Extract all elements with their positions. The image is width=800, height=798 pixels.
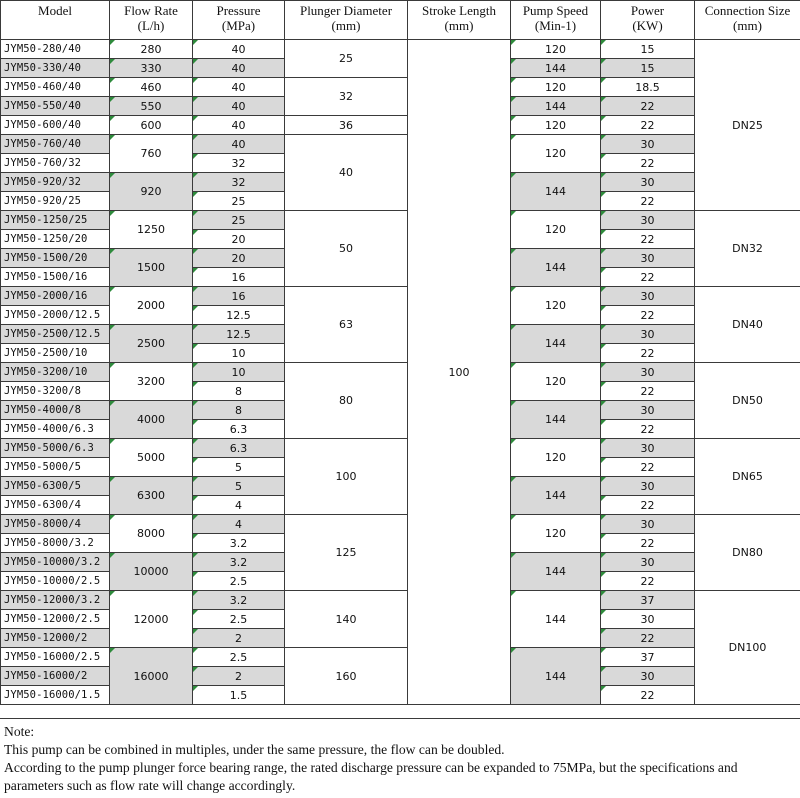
plunger-diameter-cell: 100: [285, 439, 408, 515]
power-cell: 22: [601, 116, 695, 135]
connection-size-cell: DN50: [695, 363, 800, 439]
pump-speed-cell: 120: [511, 287, 601, 325]
model-cell: JYM50-6300/5: [1, 477, 110, 496]
pump-speed-cell: 144: [511, 401, 601, 439]
pressure-cell: 32: [193, 154, 285, 173]
flow-rate-cell: 1250: [110, 211, 193, 249]
table-row: [1, 211, 800, 230]
table-row: [1, 363, 800, 382]
pressure-cell: 40: [193, 116, 285, 135]
stroke-length-cell: 100: [408, 40, 511, 705]
plunger-diameter-cell: 25: [285, 40, 408, 78]
model-cell: JYM50-330/40: [1, 59, 110, 78]
model-cell: JYM50-1500/20: [1, 249, 110, 268]
table-row: [1, 78, 800, 97]
table-row: [1, 287, 800, 306]
pump-speed-cell: 144: [511, 477, 601, 515]
pressure-cell: 40: [193, 97, 285, 116]
plunger-diameter-cell: 125: [285, 515, 408, 591]
pressure-cell: 32: [193, 173, 285, 192]
flow-rate-cell: 6300: [110, 477, 193, 515]
model-cell: JYM50-8000/3.2: [1, 534, 110, 553]
pressure-cell: 12.5: [193, 325, 285, 344]
flow-rate-cell: 280: [110, 40, 193, 59]
power-cell: 30: [601, 135, 695, 154]
pressure-cell: 2: [193, 667, 285, 686]
plunger-diameter-cell: 36: [285, 116, 408, 135]
plunger-diameter-cell: 160: [285, 648, 408, 705]
table-row: [1, 439, 800, 458]
plunger-diameter-cell: 50: [285, 211, 408, 287]
header-unit: (Min-1): [534, 18, 577, 33]
flow-rate-cell: 16000: [110, 648, 193, 705]
plunger-diameter-cell: 140: [285, 591, 408, 648]
pressure-cell: 6.3: [193, 439, 285, 458]
power-cell: 22: [601, 306, 695, 325]
model-cell: JYM50-920/32: [1, 173, 110, 192]
power-cell: 30: [601, 249, 695, 268]
pressure-cell: 2: [193, 629, 285, 648]
connection-size-cell: DN80: [695, 515, 800, 591]
pump-speed-cell: 144: [511, 59, 601, 78]
pump-speed-cell: 144: [511, 591, 601, 648]
power-cell: 30: [601, 477, 695, 496]
flow-rate-cell: 8000: [110, 515, 193, 553]
table-row: [1, 591, 800, 610]
table-row: [1, 515, 800, 534]
pressure-cell: 40: [193, 78, 285, 97]
header-label: Connection Size: [704, 3, 791, 18]
power-cell: 22: [601, 420, 695, 439]
pressure-cell: 2.5: [193, 648, 285, 667]
pressure-cell: 5: [193, 458, 285, 477]
pressure-cell: 10: [193, 344, 285, 363]
model-cell: JYM50-2500/12.5: [1, 325, 110, 344]
model-cell: JYM50-3200/10: [1, 363, 110, 382]
header-unit: (L/h): [137, 18, 165, 33]
pressure-cell: 1.5: [193, 686, 285, 705]
model-cell: JYM50-10000/3.2: [1, 553, 110, 572]
pressure-cell: 3.2: [193, 553, 285, 572]
flow-rate-cell: 10000: [110, 553, 193, 591]
pressure-cell: 2.5: [193, 610, 285, 629]
model-cell: JYM50-550/40: [1, 97, 110, 116]
pump-speed-cell: 144: [511, 249, 601, 287]
connection-size-cell: DN40: [695, 287, 800, 363]
header-flow-rate: [110, 1, 193, 40]
note-line: This pump can be combined in multiples, under the same pressure, the flow can be doubled.: [4, 742, 505, 757]
header-plunger-diameter: [285, 1, 408, 40]
header-label: Power: [630, 3, 665, 18]
header-unit: (mm): [733, 18, 762, 33]
power-cell: 22: [601, 629, 695, 648]
model-cell: JYM50-3200/8: [1, 382, 110, 401]
power-cell: 22: [601, 572, 695, 591]
pump-speed-cell: 120: [511, 439, 601, 477]
model-cell: JYM50-12000/3.2: [1, 591, 110, 610]
pump-speed-cell: 144: [511, 325, 601, 363]
power-cell: 30: [601, 401, 695, 420]
model-cell: JYM50-760/32: [1, 154, 110, 173]
power-cell: 30: [601, 211, 695, 230]
pump-speed-cell: 120: [511, 515, 601, 553]
model-cell: JYM50-1250/25: [1, 211, 110, 230]
header-stroke-length: [408, 1, 511, 40]
flow-rate-cell: 330: [110, 59, 193, 78]
model-cell: JYM50-6300/4: [1, 496, 110, 515]
flow-rate-cell: 460: [110, 78, 193, 97]
table-row: [1, 648, 800, 667]
flow-rate-cell: 550: [110, 97, 193, 116]
power-cell: 22: [601, 268, 695, 287]
model-cell: JYM50-4000/8: [1, 401, 110, 420]
pump-speed-cell: 120: [511, 78, 601, 97]
model-cell: JYM50-920/25: [1, 192, 110, 211]
power-cell: 37: [601, 648, 695, 667]
connection-size-cell: DN100: [695, 591, 800, 705]
pump-speed-cell: 120: [511, 211, 601, 249]
pump-speed-cell: 144: [511, 173, 601, 211]
header-label: Pressure: [216, 3, 261, 18]
model-cell: JYM50-2000/12.5: [1, 306, 110, 325]
plunger-diameter-cell: 80: [285, 363, 408, 439]
power-cell: 22: [601, 192, 695, 211]
model-cell: JYM50-5000/5: [1, 458, 110, 477]
power-cell: 22: [601, 382, 695, 401]
header-unit: (mm): [444, 18, 474, 33]
pressure-cell: 20: [193, 249, 285, 268]
plunger-diameter-cell: 40: [285, 135, 408, 211]
model-cell: JYM50-2000/16: [1, 287, 110, 306]
model-cell: JYM50-12000/2.5: [1, 610, 110, 629]
model-cell: JYM50-16000/2: [1, 667, 110, 686]
model-cell: JYM50-12000/2: [1, 629, 110, 648]
header-label: Stroke Length: [421, 3, 496, 18]
power-cell: 30: [601, 667, 695, 686]
pressure-cell: 8: [193, 382, 285, 401]
power-cell: 22: [601, 496, 695, 515]
pressure-cell: 3.2: [193, 591, 285, 610]
pressure-cell: 25: [193, 192, 285, 211]
power-cell: 22: [601, 344, 695, 363]
pressure-cell: 12.5: [193, 306, 285, 325]
connection-size-cell: DN65: [695, 439, 800, 515]
note-title: Note:: [4, 724, 35, 739]
power-cell: 30: [601, 515, 695, 534]
header-label: Pump Speed: [522, 3, 589, 18]
pressure-cell: 3.2: [193, 534, 285, 553]
pressure-cell: 40: [193, 135, 285, 154]
header-unit: (MPa): [221, 18, 256, 33]
note-line: According to the pump plunger force bearing range, the rated discharge pressure can be expanded to 75MPa, but the specifications and parameters such as flow rate will change accordingly.: [4, 760, 738, 793]
pump-speed-cell: 120: [511, 40, 601, 59]
pressure-cell: 5: [193, 477, 285, 496]
flow-rate-cell: 3200: [110, 363, 193, 401]
pressure-cell: 20: [193, 230, 285, 249]
connection-size-cell: DN32: [695, 211, 800, 287]
flow-rate-cell: 2500: [110, 325, 193, 363]
header-connection-size: [695, 1, 800, 40]
power-cell: 30: [601, 610, 695, 629]
power-cell: 30: [601, 363, 695, 382]
power-cell: 30: [601, 287, 695, 306]
header-label: Plunger Diameter: [299, 3, 393, 18]
header-unit: (mm): [331, 18, 361, 33]
pump-speed-cell: 120: [511, 363, 601, 401]
flow-rate-cell: 920: [110, 173, 193, 211]
power-cell: 22: [601, 458, 695, 477]
flow-rate-cell: 4000: [110, 401, 193, 439]
pressure-cell: 6.3: [193, 420, 285, 439]
power-cell: 30: [601, 325, 695, 344]
power-cell: 18.5: [601, 78, 695, 97]
table-header: [1, 1, 800, 40]
power-cell: 30: [601, 439, 695, 458]
model-cell: JYM50-16000/1.5: [1, 686, 110, 705]
pressure-cell: 25: [193, 211, 285, 230]
pump-speed-cell: 144: [511, 97, 601, 116]
table-row: [1, 116, 800, 135]
power-cell: 30: [601, 553, 695, 572]
power-cell: 22: [601, 97, 695, 116]
power-cell: 22: [601, 230, 695, 249]
flow-rate-cell: 5000: [110, 439, 193, 477]
flow-rate-cell: 2000: [110, 287, 193, 325]
pressure-cell: 4: [193, 496, 285, 515]
model-cell: JYM50-460/40: [1, 78, 110, 97]
pump-speed-cell: 120: [511, 135, 601, 173]
power-cell: 37: [601, 591, 695, 610]
header-label: Flow Rate: [124, 3, 178, 18]
plunger-diameter-cell: 63: [285, 287, 408, 363]
model-cell: JYM50-1250/20: [1, 230, 110, 249]
power-cell: 22: [601, 154, 695, 173]
flow-rate-cell: 12000: [110, 591, 193, 648]
power-cell: 15: [601, 40, 695, 59]
table-row: [1, 40, 800, 59]
header-model: [1, 1, 110, 40]
model-cell: JYM50-5000/6.3: [1, 439, 110, 458]
pressure-cell: 10: [193, 363, 285, 382]
pump-speed-cell: 120: [511, 116, 601, 135]
model-cell: JYM50-600/40: [1, 116, 110, 135]
flow-rate-cell: 760: [110, 135, 193, 173]
pressure-cell: 2.5: [193, 572, 285, 591]
connection-size-cell: DN25: [695, 40, 800, 211]
model-cell: JYM50-10000/2.5: [1, 572, 110, 591]
header-row: [1, 1, 800, 40]
flow-rate-cell: 1500: [110, 249, 193, 287]
model-cell: JYM50-16000/2.5: [1, 648, 110, 667]
model-cell: JYM50-760/40: [1, 135, 110, 154]
table-body: [1, 40, 800, 705]
pressure-cell: 8: [193, 401, 285, 420]
power-cell: 22: [601, 534, 695, 553]
power-cell: 30: [601, 173, 695, 192]
model-cell: JYM50-2500/10: [1, 344, 110, 363]
model-cell: JYM50-8000/4: [1, 515, 110, 534]
power-cell: 22: [601, 686, 695, 705]
pump-speed-cell: 144: [511, 553, 601, 591]
pressure-cell: 16: [193, 287, 285, 306]
pressure-cell: 4: [193, 515, 285, 534]
notes-section: [0, 718, 800, 798]
flow-rate-cell: 600: [110, 116, 193, 135]
model-cell: JYM50-4000/6.3: [1, 420, 110, 439]
pump-speed-cell: 144: [511, 648, 601, 705]
pressure-cell: 40: [193, 40, 285, 59]
header-pressure: [193, 1, 285, 40]
header-power: [601, 1, 695, 40]
power-cell: 15: [601, 59, 695, 78]
pressure-cell: 40: [193, 59, 285, 78]
pressure-cell: 16: [193, 268, 285, 287]
plunger-diameter-cell: 32: [285, 78, 408, 116]
model-cell: JYM50-1500/16: [1, 268, 110, 287]
model-cell: JYM50-280/40: [1, 40, 110, 59]
header-pump-speed: [511, 1, 601, 40]
table-row: [1, 135, 800, 154]
header-label: Model: [38, 3, 72, 18]
header-unit: (KW): [632, 18, 663, 33]
